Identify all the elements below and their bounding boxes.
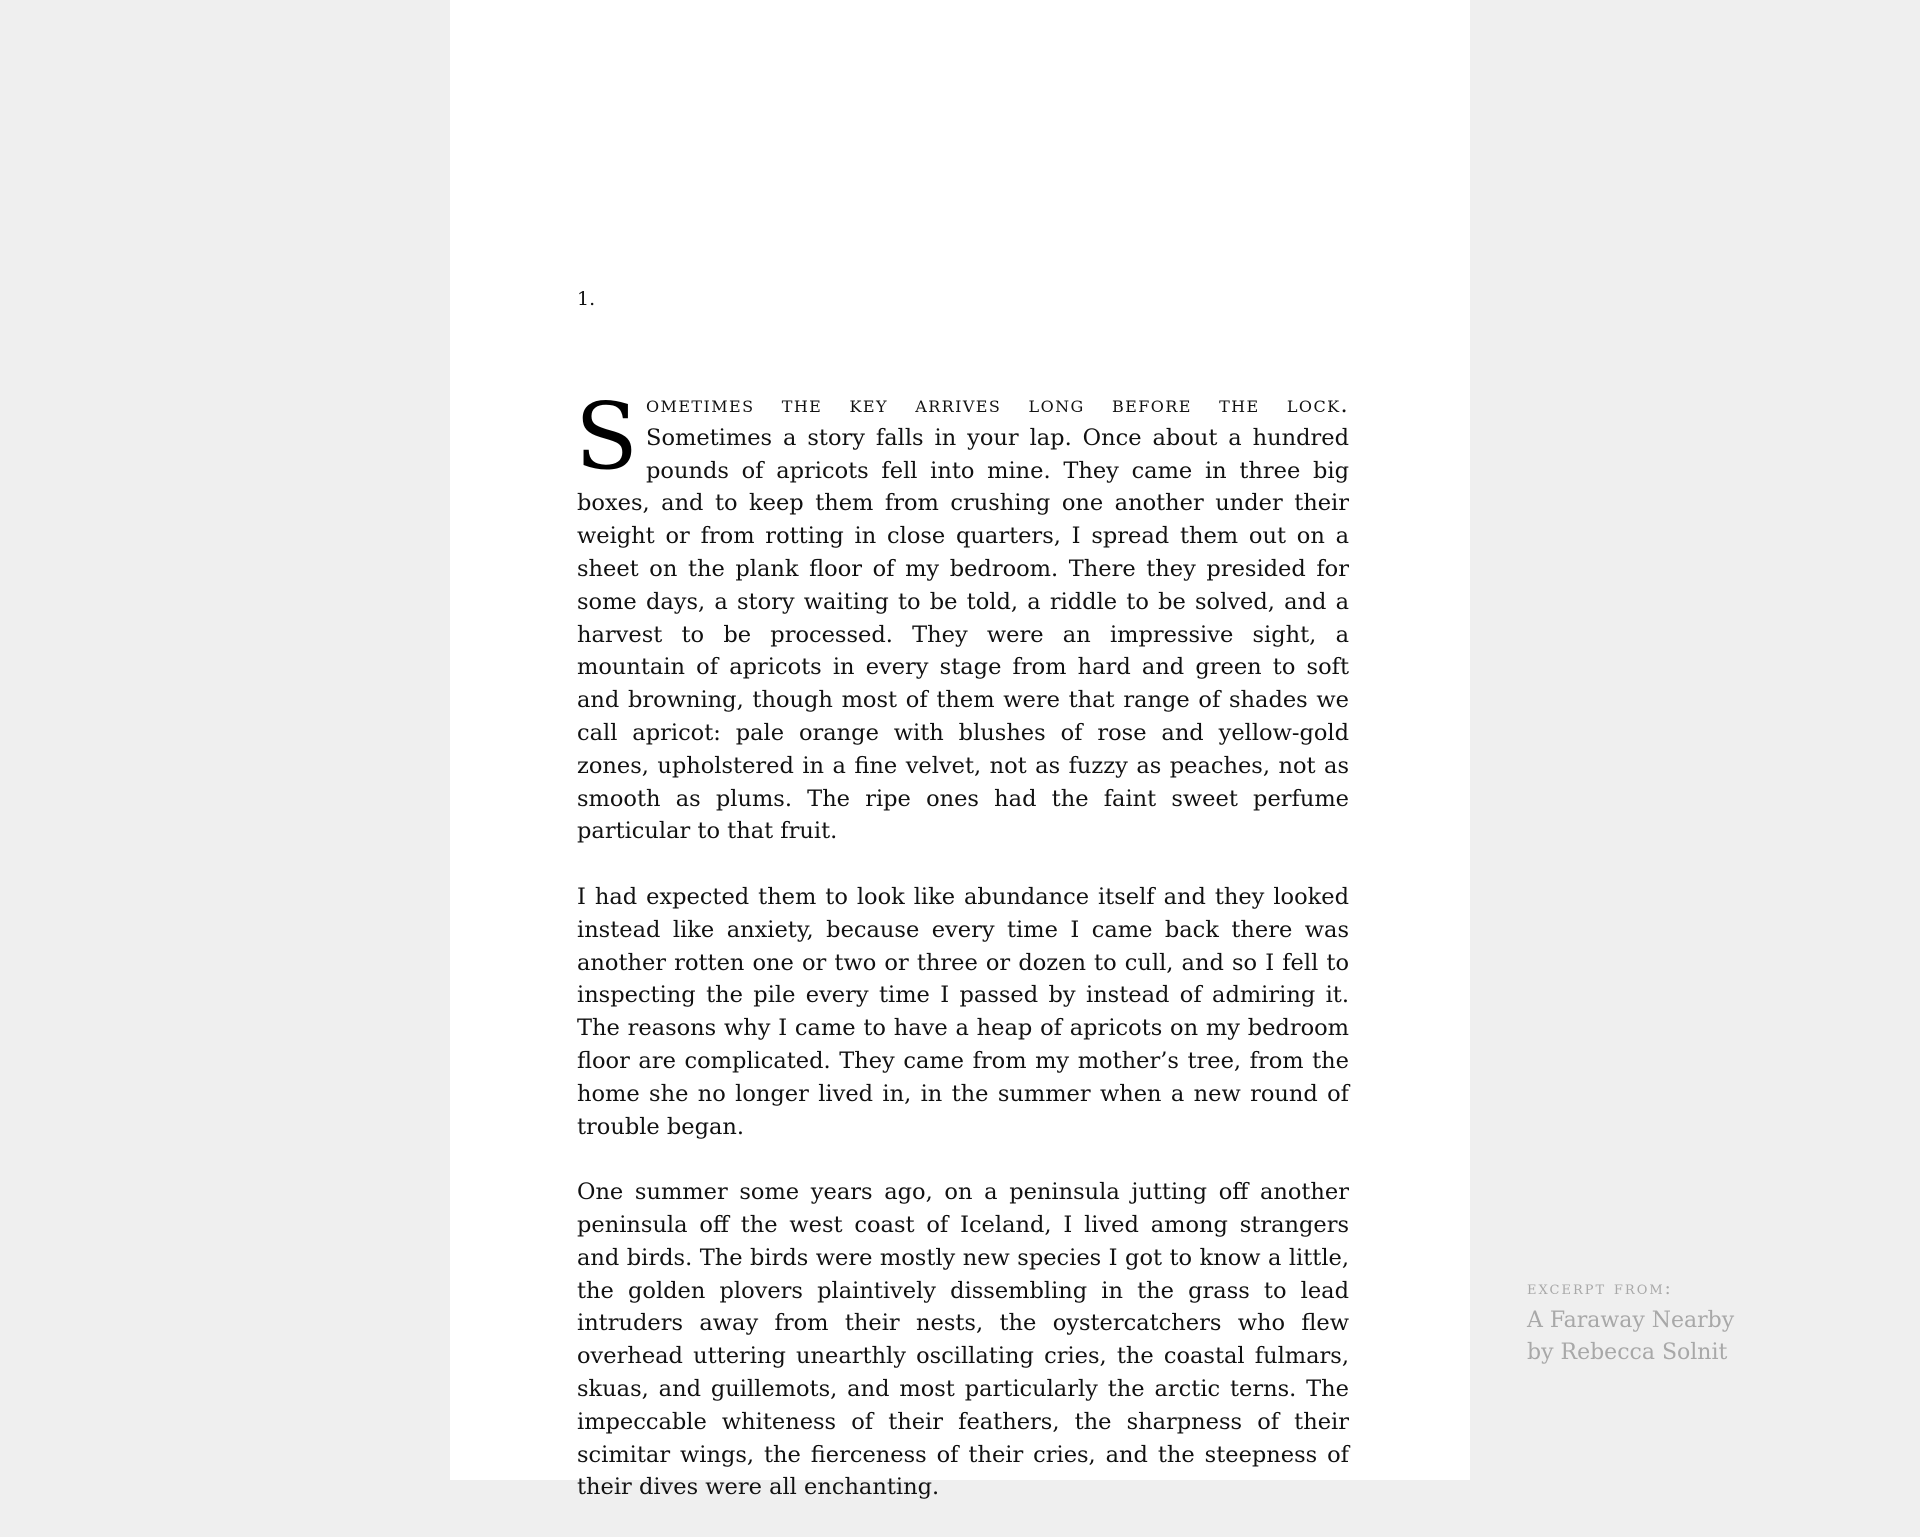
- paragraph-3: One summer some years ago, on a peninsula jutting off another peninsula off the west coast of Iceland, I lived among strangers and birds. The birds were mostly new species I got to know a little, the golden plovers plaintively dissembling in the grass to lead intruders away from their nests, the oystercatchers who flew overhead uttering unearthly oscillating cries, the coastal fulmars, skuas, and guillemots, and most particularly the arctic terns. The impeccable whiteness of their feathers, the sharpness of their scimitar wings, the fierceness of their cries, and the steepness of their dives were all enchanting.: [577, 1179, 1349, 1501]
- opening-smallcaps: ometimes the key arrives long before the lock.: [646, 392, 1349, 418]
- paragraph-2: I had expected them to look like abundance itself and they looked instead like anxiety, because every time I came back there was another rotten one or two or three or dozen to cull, and so I fell to inspecting the pile every time I passed by instead of admiring it. The reasons why I came to have a heap of apricots on my bedroom floor are complicated. They came from my mother’s tree, from the home she no longer lived in, in the summer when a new round of trouble began.: [577, 883, 1349, 1140]
- paragraph-1-text: Sometimes a story falls in your lap. Once about a hundred pounds of apricots fell into mine. They came in three big boxes, and to keep them from crushing one another under their weight or from rotting in close quarters, I spread them out on a sheet on the plank floor of my bedroom. There they presided for some days, a story waiting to be told, a riddle to be solved, and a harvest to be processed. They were an impressive sight, a mountain of apricots in every stage from hard and green to soft and browning, though most of them were that range of shades we call apricot: pale orange with blushes of rose and yellow-gold zones, upholstered in a fine velvet, not as fuzzy as peaches, not as smooth as plums. The ripe ones had the faint sweet perfume particular to that fruit.: [577, 424, 1349, 845]
- excerpt-title: A Faraway Nearby: [1527, 1308, 1735, 1333]
- excerpt-author: by Rebecca Solnit: [1527, 1340, 1728, 1365]
- section-number: 1.: [577, 288, 596, 310]
- drop-cap: S: [575, 383, 639, 490]
- excerpt-label: excerpt from:: [1527, 1278, 1673, 1299]
- body-text: [575, 383, 1349, 1537]
- excerpt-credit: [1527, 1278, 1734, 1369]
- paragraph-1: [575, 383, 1349, 848]
- book-page: [450, 0, 1470, 1501]
